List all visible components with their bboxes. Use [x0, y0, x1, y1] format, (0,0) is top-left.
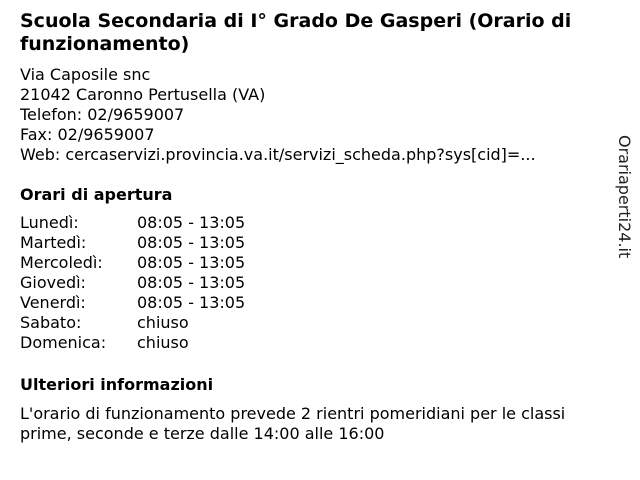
day-label: Sabato: — [20, 313, 82, 332]
day-label: Venerdì: — [20, 293, 86, 312]
day-label: Giovedì: — [20, 273, 86, 292]
street-address: Via Caposile snc — [20, 65, 151, 84]
day-label: Domenica: — [20, 333, 107, 352]
hours-row — [20, 213, 245, 233]
day-hours: 08:05 - 13:05 — [137, 233, 246, 252]
website-link[interactable]: Web: cercaservizi.provincia.va.it/servizi_scheda.php?sys[cid]=... — [20, 145, 536, 164]
more-info-text: L'orario di funzionamento prevede 2 rientri pomeridiani per le classi prime, seconde e terze dalle 14:00 alle 16:00 — [20, 404, 566, 443]
site-watermark: Orariaperti24.it — [615, 135, 634, 259]
hours-row — [20, 293, 245, 313]
day-label: Mercoledì: — [20, 253, 103, 272]
day-hours: 08:05 - 13:05 — [137, 253, 246, 272]
fax-number: Fax: 02/9659007 — [20, 125, 155, 144]
hours-row — [20, 313, 245, 333]
hours-row — [20, 253, 245, 273]
opening-hours-table — [20, 213, 245, 353]
opening-hours-heading: Orari di apertura — [20, 185, 173, 204]
hours-row — [20, 233, 245, 253]
page-title: Scuola Secondaria di I° Grado De Gasperi (Orario di funzionamento) — [20, 10, 572, 55]
day-label: Martedì: — [20, 233, 87, 252]
day-hours: 08:05 - 13:05 — [137, 293, 246, 312]
day-label: Lunedì: — [20, 213, 79, 232]
more-info-heading: Ulteriori informazioni — [20, 375, 214, 394]
address-block — [20, 65, 536, 165]
phone-number: Telefon: 02/9659007 — [20, 105, 185, 124]
hours-row — [20, 273, 245, 293]
day-hours: chiuso — [137, 333, 189, 352]
postal-city: 21042 Caronno Pertusella (VA) — [20, 85, 266, 104]
hours-row — [20, 333, 245, 353]
day-hours: 08:05 - 13:05 — [137, 213, 246, 232]
day-hours: chiuso — [137, 313, 189, 332]
day-hours: 08:05 - 13:05 — [137, 273, 246, 292]
